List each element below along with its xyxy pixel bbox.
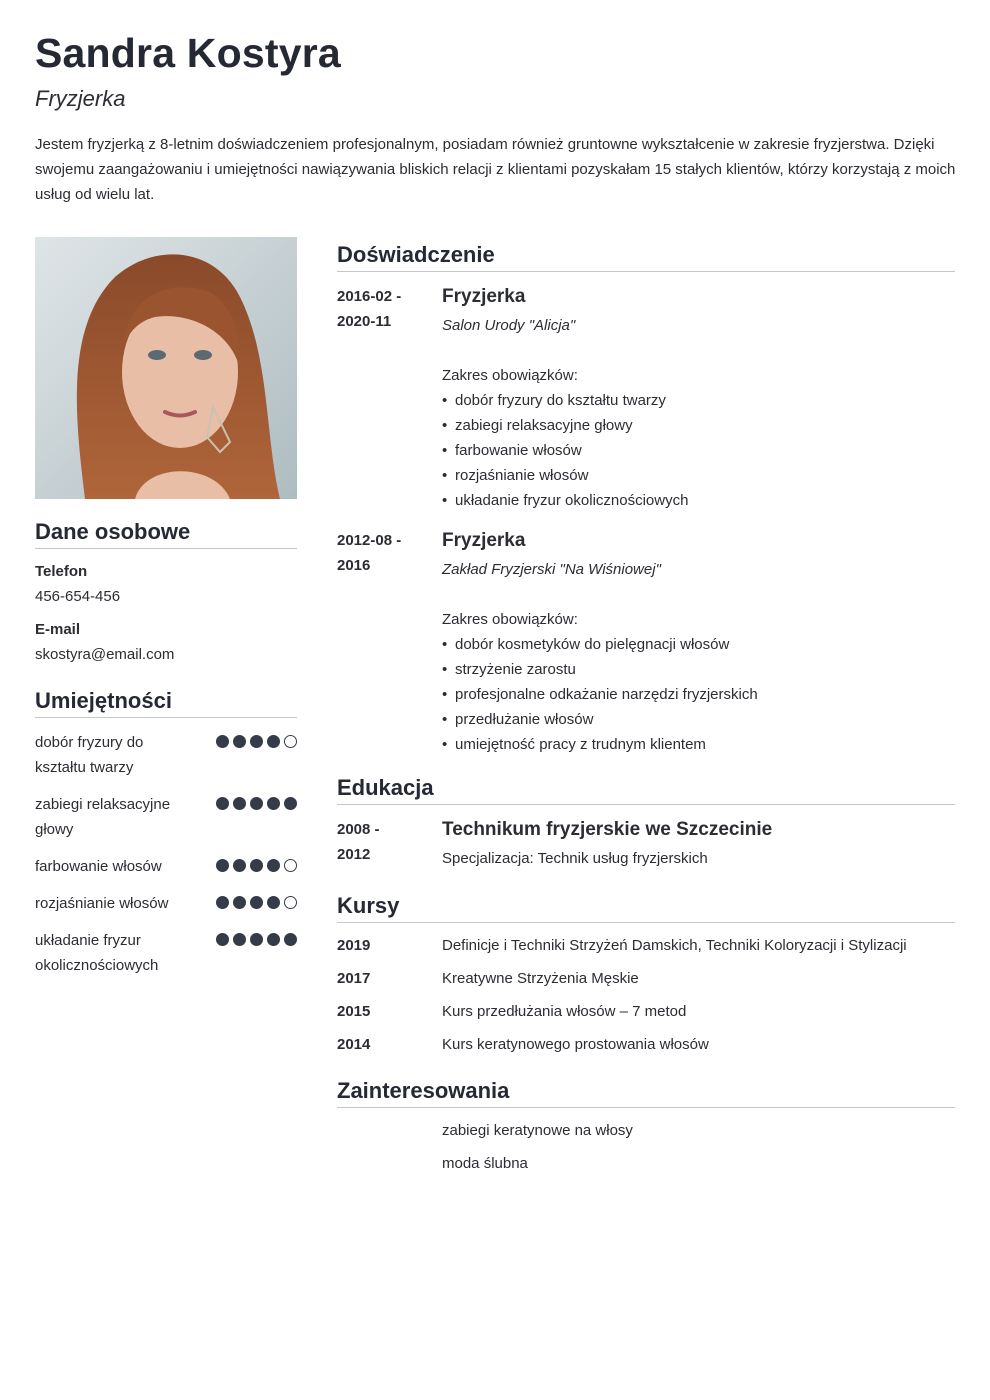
course-year: 2014 xyxy=(337,1036,371,1053)
education-section xyxy=(337,775,955,871)
interest-item: moda ślubna xyxy=(442,1155,528,1172)
phone-label: Telefon xyxy=(35,563,88,580)
duty-item: • rozjaśnianie włosów xyxy=(442,463,955,488)
rating-dot-filled xyxy=(216,797,229,810)
experience-title: Doświadczenie xyxy=(337,242,955,272)
personal-title: Dane osobowe xyxy=(35,519,297,549)
experience-section xyxy=(337,242,955,757)
profile-photo xyxy=(35,237,297,499)
rating-dot-filled xyxy=(216,896,229,909)
course-year: 2017 xyxy=(337,970,371,987)
course-name: Kreatywne Strzyżenia Męskie xyxy=(442,970,639,987)
course-year: 2019 xyxy=(337,937,371,954)
duty-item: • farbowanie włosów xyxy=(442,438,955,463)
skill-row xyxy=(35,730,297,780)
rating-dot-filled xyxy=(284,797,297,810)
experience-date: 2012-08 - 2016 xyxy=(337,532,402,574)
course-entry xyxy=(337,999,955,1024)
experience-entry xyxy=(337,284,955,513)
courses-title: Kursy xyxy=(337,893,955,923)
skill-name: farbowanie włosów xyxy=(35,858,162,875)
rating-dot-filled xyxy=(250,933,263,946)
school-name: Technikum fryzjerskie we Szczecinie xyxy=(442,819,773,840)
email-value: skostyra@email.com xyxy=(35,646,175,663)
rating-dot-filled xyxy=(233,859,246,872)
course-name: Kurs przedłużania włosów – 7 metod xyxy=(442,1003,687,1020)
course-entry xyxy=(337,1032,955,1057)
duty-item: • dobór kosmetyków do pielęgnacji włosów xyxy=(442,632,955,657)
rating-dot-filled xyxy=(233,735,246,748)
duty-item: • umiejętność pracy z trudnym klientem xyxy=(442,732,955,757)
rating-dot-filled xyxy=(250,735,263,748)
interests-section xyxy=(337,1078,955,1176)
rating-dot-filled xyxy=(267,859,280,872)
skill-name: dobór fryzury do kształtu twarzy xyxy=(35,734,144,776)
course-year: 2015 xyxy=(337,1003,371,1020)
job-title: Fryzjerka xyxy=(442,530,526,551)
duty-item: • przedłużanie włosów xyxy=(442,707,955,732)
skills-title: Umiejętności xyxy=(35,688,297,718)
rating-dot-filled xyxy=(216,933,229,946)
duty-item: • układanie fryzur okolicznościowych xyxy=(442,488,955,513)
skills-list xyxy=(35,730,297,978)
phone-value: 456-654-456 xyxy=(35,588,121,605)
skill-name: zabiegi relaksacyjne głowy xyxy=(35,796,171,838)
employer: Salon Urody "Alicja" xyxy=(442,317,576,334)
rating-dot-filled xyxy=(233,797,246,810)
education-entry xyxy=(337,817,955,871)
candidate-role: Fryzjerka xyxy=(35,86,126,111)
skill-rating xyxy=(216,859,297,872)
skill-rating xyxy=(216,797,297,810)
email-label: E-mail xyxy=(35,621,81,638)
specialization: Specjalizacja: Technik usług fryzjerskich xyxy=(442,850,708,867)
rating-dot-filled xyxy=(250,896,263,909)
rating-dot-filled xyxy=(216,735,229,748)
rating-dot-filled xyxy=(233,933,246,946)
courses-section xyxy=(337,893,955,1057)
skill-row xyxy=(35,891,297,916)
interest-item: zabiegi keratynowe na włosy xyxy=(442,1122,633,1139)
rating-dot-filled xyxy=(284,933,297,946)
skill-rating xyxy=(216,896,297,909)
experience-date: 2016-02 - 2020-11 xyxy=(337,288,402,330)
rating-dot-empty xyxy=(284,859,297,872)
skill-row xyxy=(35,792,297,842)
rating-dot-filled xyxy=(233,896,246,909)
duty-item: • profesjonalne odkażanie narzędzi fryzjerskich xyxy=(442,682,955,707)
profile-summary: Jestem fryzjerką z 8-letnim doświadczeniem profesjonalnym, posiadam również gruntowne wykształcenie w zakresie fryzjerstwa. Dzięki swojemu zaangażowaniu i umiejętności nawiązywania bliskich relacji z klientami pozyskałam 15 stałych klientów, którzy korzystają z moich usług od wielu lat. xyxy=(35,136,956,203)
duty-item: • strzyżenie zarostu xyxy=(442,657,955,682)
rating-dot-filled xyxy=(250,797,263,810)
skills-section xyxy=(35,688,297,978)
rating-dot-filled xyxy=(250,859,263,872)
skill-rating xyxy=(216,933,297,946)
experience-entry xyxy=(337,528,955,757)
course-name: Definicje i Techniki Strzyżeń Damskich, Techniki Koloryzacji i Stylizacji xyxy=(442,937,907,954)
rating-dot-empty xyxy=(284,896,297,909)
education-title: Edukacja xyxy=(337,775,955,805)
rating-dot-filled xyxy=(267,735,280,748)
duty-item: • zabiegi relaksacyjne głowy xyxy=(442,413,955,438)
course-entry xyxy=(337,966,955,991)
rating-dot-filled xyxy=(267,896,280,909)
interests-title: Zainteresowania xyxy=(337,1078,955,1108)
skill-rating xyxy=(216,735,297,748)
duties-label: Zakres obowiązków: xyxy=(442,611,578,628)
skill-name: rozjaśnianie włosów xyxy=(35,895,169,912)
employer: Zakład Fryzjerski "Na Wiśniowej" xyxy=(442,561,661,578)
skill-row xyxy=(35,928,297,978)
skill-row xyxy=(35,854,297,879)
duties-label: Zakres obowiązków: xyxy=(442,367,578,384)
duty-item: • dobór fryzury do kształtu twarzy xyxy=(442,388,955,413)
course-entry xyxy=(337,933,955,958)
rating-dot-empty xyxy=(284,735,297,748)
course-name: Kurs keratynowego prostowania włosów xyxy=(442,1036,709,1053)
rating-dot-filled xyxy=(267,797,280,810)
rating-dot-filled xyxy=(216,859,229,872)
skill-name: układanie fryzur okolicznościowych xyxy=(35,932,159,974)
personal-section xyxy=(35,519,297,663)
job-title: Fryzjerka xyxy=(442,286,526,307)
candidate-name: Sandra Kostyra xyxy=(35,30,341,76)
rating-dot-filled xyxy=(267,933,280,946)
education-date: 2008 - 2012 xyxy=(337,821,380,863)
